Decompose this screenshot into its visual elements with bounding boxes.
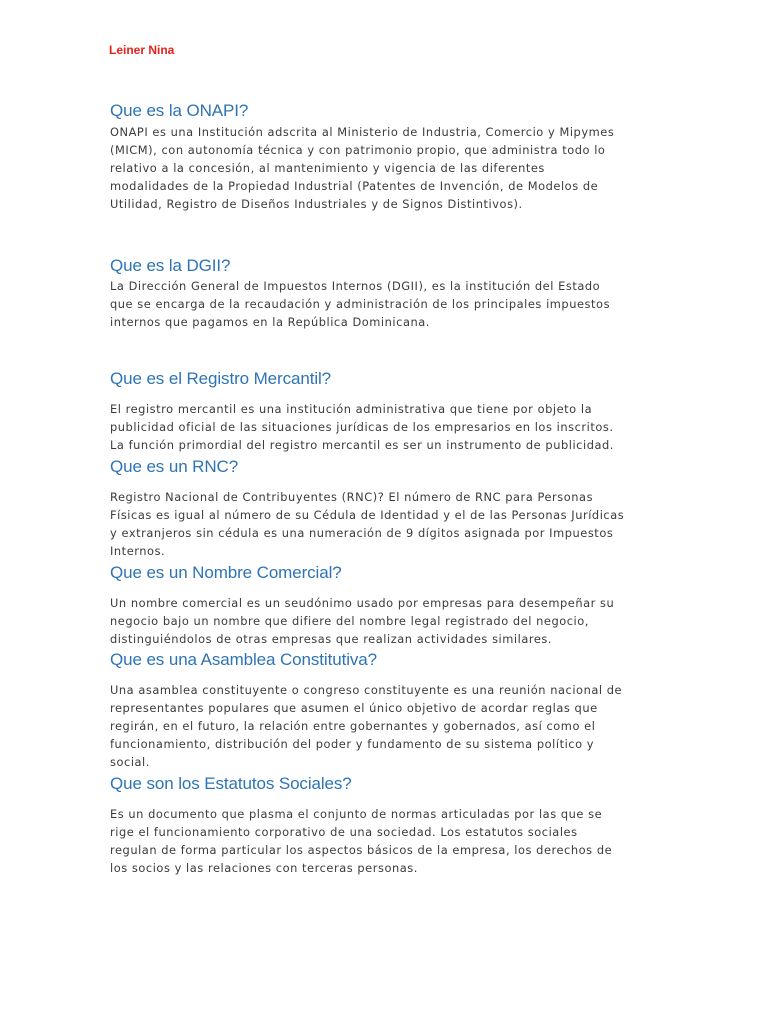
text-line: los socios y las relaciones con terceras personas.	[110, 860, 418, 875]
text-line: social.	[110, 754, 150, 769]
question-mark: ?	[332, 563, 342, 582]
heading-text: Que es un Nombre Comercial	[110, 563, 333, 582]
text-line: internos que pagamos en la República Dominicana.	[110, 314, 430, 329]
heading-registro-mercantil: Que es el Registro Mercantil?	[110, 369, 332, 388]
text-line: y extranjeros sin cédula es una numeración de 9 dígitos asignada por Impuestos	[110, 525, 614, 540]
paragraph-nombre-comercial	[110, 595, 662, 649]
text-line: ONAPI es una Institución adscrita al Ministerio de Industria, Comercio y Mipymes	[110, 125, 615, 139]
text-line: Es un documento que plasma el conjunto de normas articuladas por las que se	[110, 807, 603, 821]
heading-asamblea-constitutiva: Que es una Asamblea Constitutiva?	[110, 650, 377, 669]
text-line: distinguiéndolos de otras empresas que realizan actividades similares.	[110, 631, 553, 646]
text-line: modalidades de la Propiedad Industrial (Patentes de Invención, de Modelos de	[110, 178, 599, 193]
text-line: Físicas es igual al número de su Cédula de Identidad y el de las Personas Jurídicas	[110, 507, 625, 522]
text-line: funcionamiento, distribución del poder y fundamento de su sistema político y	[110, 736, 595, 751]
text-line: relativo a la concesión, al mantenimiento y vigencia de las diferentes	[110, 160, 545, 175]
heading-rnc: Que es un RNC?	[110, 457, 239, 476]
text-line: negocio bajo un nombre que difiere del nombre legal registrado del negocio,	[110, 613, 589, 628]
text-line: (MICM), con autonomía técnica y con patrimonio propio, que administra todo lo	[110, 142, 606, 157]
heading-dgii: Que es la DGII?	[110, 256, 231, 275]
heading-onapi: Que es la ONAPI?	[110, 101, 249, 120]
text-line: publicidad oficial de las situaciones jurídicas de los empresarios en los inscritos.	[110, 419, 614, 434]
paragraph-estatutos-sociales	[110, 806, 662, 878]
author-name: Leiner Nina	[109, 43, 175, 57]
text-line: representantes populares que asumen el único objetivo de acordar reglas que	[110, 700, 598, 715]
text-line: El registro mercantil es una institución administrativa que tiene por objeto la	[110, 402, 593, 416]
paragraph-onapi	[110, 124, 662, 214]
paragraph-asamblea-constitutiva	[110, 682, 662, 772]
text-line: La función primordial del registro mercantil es ser un instrumento de publicidad.	[110, 437, 614, 452]
text-line: regulan de forma particular los aspectos básicos de la empresa, los derechos de	[110, 842, 613, 857]
text-line: Utilidad, Registro de Diseños Industriales y de Signos Distintivos).	[110, 196, 523, 211]
paragraph-rnc	[110, 489, 662, 561]
text-line: Internos.	[110, 543, 166, 558]
text-line: rige el funcionamiento corporativo de una sociedad. Los estatutos sociales	[110, 824, 578, 839]
text-line: Una asamblea constituyente o congreso constituyente es una reunión nacional de	[110, 683, 623, 697]
text-line: La Dirección General de Impuestos Internos (DGII), es la institución del Estado	[110, 279, 601, 293]
text-line: Registro Nacional de Contribuyentes (RNC)? El número de RNC para Personas	[110, 490, 594, 504]
text-line: que se encarga de la recaudación y administración de los principales impuestos	[110, 296, 611, 311]
paragraph-dgii	[110, 278, 662, 332]
text-line: regirán, en el futuro, la relación entre gobernantes y gobernados, así como el	[110, 718, 596, 733]
paragraph-registro-mercantil	[110, 401, 662, 455]
heading-nombre-comercial	[110, 563, 342, 583]
heading-estatutos-sociales: Que son los Estatutos Sociales?	[110, 774, 352, 793]
text-line: Un nombre comercial es un seudónimo usado por empresas para desempeñar su	[110, 596, 615, 610]
